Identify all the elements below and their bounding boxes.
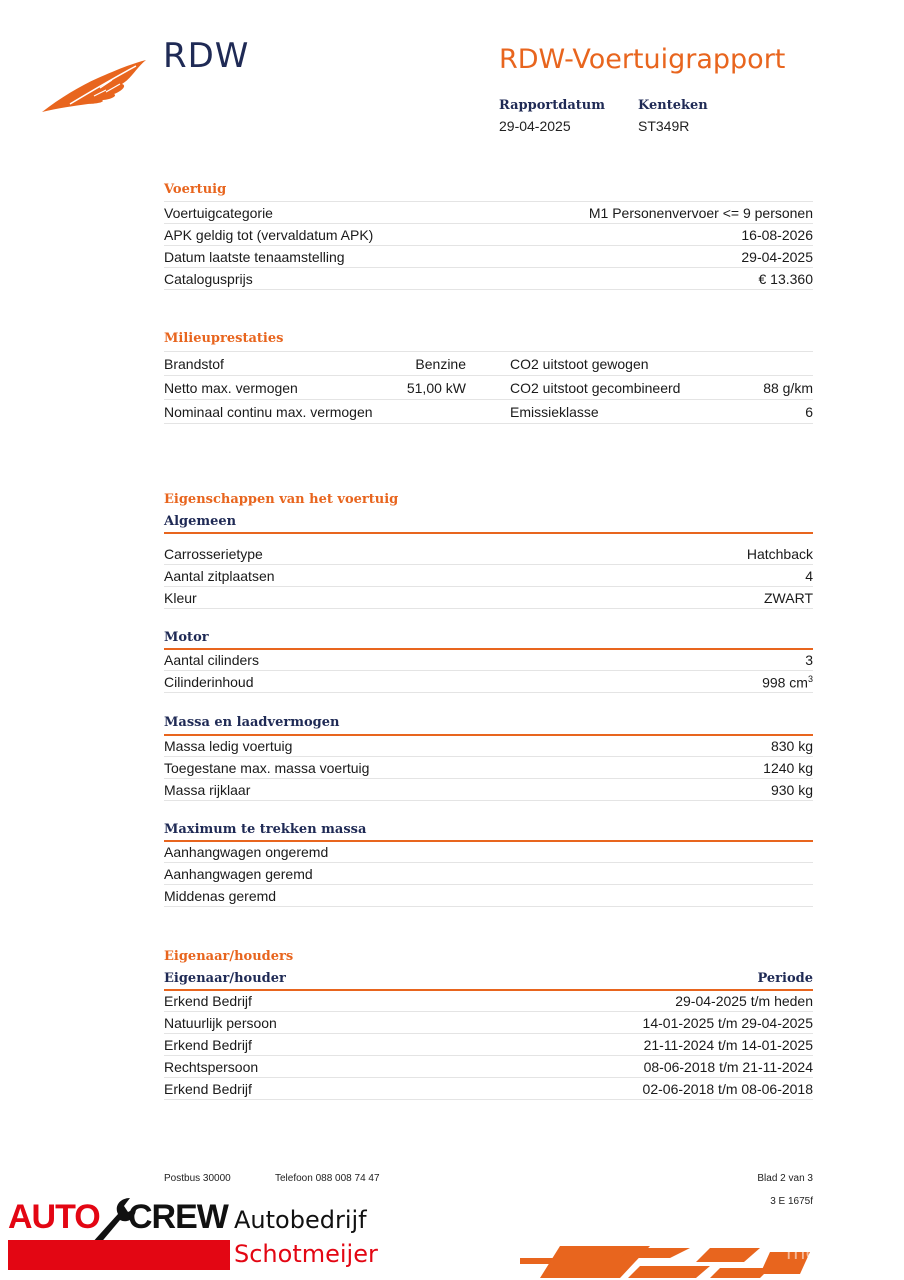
row-value: 998 $cm^3$	[762, 673, 813, 691]
row-value: 1240 kg	[763, 760, 813, 776]
subsection-title-trekken: Maximum te trekken massa	[164, 822, 367, 837]
massa-table	[164, 735, 813, 801]
schotmeijer-text: Schotmeijer	[234, 1240, 378, 1268]
table-row	[164, 863, 813, 885]
rdw-logo-text: RDW	[163, 36, 250, 76]
footer-telefoon: Telefoon 088 008 74 47	[275, 1173, 380, 1184]
row-value: M1 Personenvervoer <= 9 personen	[588, 205, 813, 221]
row-value: 88 g/km	[763, 379, 813, 396]
table-row	[164, 587, 813, 609]
motor-table	[164, 649, 813, 693]
row-value: 51,00 kW	[406, 379, 466, 396]
table-row	[164, 376, 813, 400]
unit-superscript: 3	[807, 673, 813, 684]
row-label: Carrosserietype	[164, 546, 263, 562]
table-row	[164, 1078, 813, 1100]
rapportdatum-label: Rapportdatum	[499, 98, 605, 113]
row-value: 930 kg	[770, 782, 813, 798]
section-title-voertuig: Voertuig	[164, 182, 227, 197]
table-row	[164, 1034, 813, 1056]
column-header-period: Periode	[757, 971, 813, 986]
row-label: Erkend Bedrijf	[164, 1037, 252, 1053]
row-label: Voertuigcategorie	[164, 205, 273, 221]
row-value: 29-04-2025 t/m heden	[675, 993, 813, 1009]
row-label: Aantal cilinders	[164, 652, 259, 668]
row-value: 6	[805, 403, 813, 420]
table-row	[164, 671, 813, 693]
row-label: Rechtspersoon	[164, 1059, 259, 1075]
row-label: Brandstof	[164, 355, 224, 372]
table-row	[164, 885, 813, 907]
row-value: 02-06-2018 t/m 08-06-2018	[642, 1081, 813, 1097]
row-value: Hatchback	[746, 546, 813, 562]
kenteken-label: Kenteken	[638, 98, 708, 113]
milieu-table	[164, 351, 813, 424]
row-label: Massa ledig voertuig	[164, 738, 293, 754]
table-row	[164, 990, 813, 1012]
footer-code: 3 E 1675f	[770, 1196, 813, 1207]
table-row	[164, 224, 813, 246]
watermark: mobile	[786, 1240, 854, 1264]
table-row	[164, 565, 813, 587]
table-row	[164, 246, 813, 268]
row-value: Benzine	[415, 355, 466, 372]
row-label: Erkend Bedrijf	[164, 993, 252, 1009]
row-value: 21-11-2024 t/m 14-01-2025	[643, 1037, 813, 1053]
row-label: Aanhangwagen geremd	[164, 866, 313, 882]
subsection-title-massa: Massa en laadvermogen	[164, 715, 340, 730]
footer-page-number: Blad 2 van 3	[757, 1173, 813, 1184]
row-label: Datum laatste tenaamstelling	[164, 249, 345, 265]
table-row	[164, 543, 813, 565]
rdw-feather-logo	[40, 58, 150, 114]
table-row	[164, 735, 813, 757]
column-header-owner: Eigenaar/houder	[164, 971, 286, 986]
row-label: Toegestane max. massa voertuig	[164, 760, 370, 776]
eigenaren-table	[164, 990, 813, 1100]
row-label: CO2 uitstoot gewogen	[510, 355, 649, 372]
row-label: Massa rijklaar	[164, 782, 251, 798]
row-value: 830 kg	[770, 738, 813, 754]
table-row	[164, 841, 813, 863]
row-label: Cilinderinhoud	[164, 674, 254, 690]
row-value: ZWART	[764, 590, 813, 606]
table-row	[164, 268, 813, 290]
table-row	[164, 757, 813, 779]
row-label: Aantal zitplaatsen	[164, 568, 275, 584]
row-label: APK geldig tot (vervaldatum APK)	[164, 227, 374, 243]
row-label: Aanhangwagen ongeremd	[164, 844, 329, 860]
footer-postbus: Postbus 30000	[164, 1173, 231, 1184]
row-label: Kleur	[164, 590, 197, 606]
row-label: Catalogusprijs	[164, 271, 253, 287]
subsection-title-motor: Motor	[164, 630, 209, 645]
report-title: RDW-Voertuigrapport	[499, 44, 786, 75]
table-row	[164, 649, 813, 671]
autobedrijf-text: Autobedrijf	[234, 1206, 367, 1234]
autocrew-logo	[8, 1196, 388, 1276]
section-title-eigenschappen: Eigenschappen van het voertuig	[164, 492, 399, 507]
row-value: 29-04-2025	[741, 249, 813, 265]
autocrew-crew-text: CREW	[128, 1198, 228, 1236]
row-label: Nominaal continu max. vermogen	[164, 403, 373, 420]
row-value: 14-01-2025 t/m 29-04-2025	[642, 1015, 813, 1031]
section-title-eigenaren: Eigenaar/houders	[164, 949, 294, 964]
subsection-title-algemeen: Algemeen	[164, 514, 237, 529]
row-label: Erkend Bedrijf	[164, 1081, 252, 1097]
row-label: Emissieklasse	[510, 403, 599, 420]
section-title-milieu: Milieuprestaties	[164, 331, 284, 346]
table-row	[164, 1012, 813, 1034]
row-value: 3	[805, 652, 813, 668]
row-label: Natuurlijk persoon	[164, 1015, 277, 1031]
autocrew-red-bar	[8, 1240, 230, 1270]
table-row	[164, 779, 813, 801]
row-label: CO2 uitstoot gecombineerd	[510, 379, 681, 396]
trekken-table	[164, 841, 813, 907]
table-row	[164, 400, 813, 424]
table-row	[164, 201, 813, 224]
row-value: 08-06-2018 t/m 21-11-2024	[643, 1059, 813, 1075]
row-value: 4	[805, 568, 813, 584]
rapportdatum-value: 29-04-2025	[499, 118, 571, 134]
row-label: Middenas geremd	[164, 888, 277, 904]
algemeen-table	[164, 543, 813, 609]
row-value: 16-08-2026	[741, 227, 813, 243]
kenteken-value: ST349R	[638, 118, 690, 134]
autocrew-auto-text: AUTO	[8, 1198, 100, 1236]
section-divider	[164, 532, 813, 534]
table-row	[164, 1056, 813, 1078]
voertuig-table	[164, 201, 813, 290]
row-label: Netto max. vermogen	[164, 379, 298, 396]
table-row	[164, 352, 813, 376]
row-value: € 13.360	[758, 271, 813, 287]
